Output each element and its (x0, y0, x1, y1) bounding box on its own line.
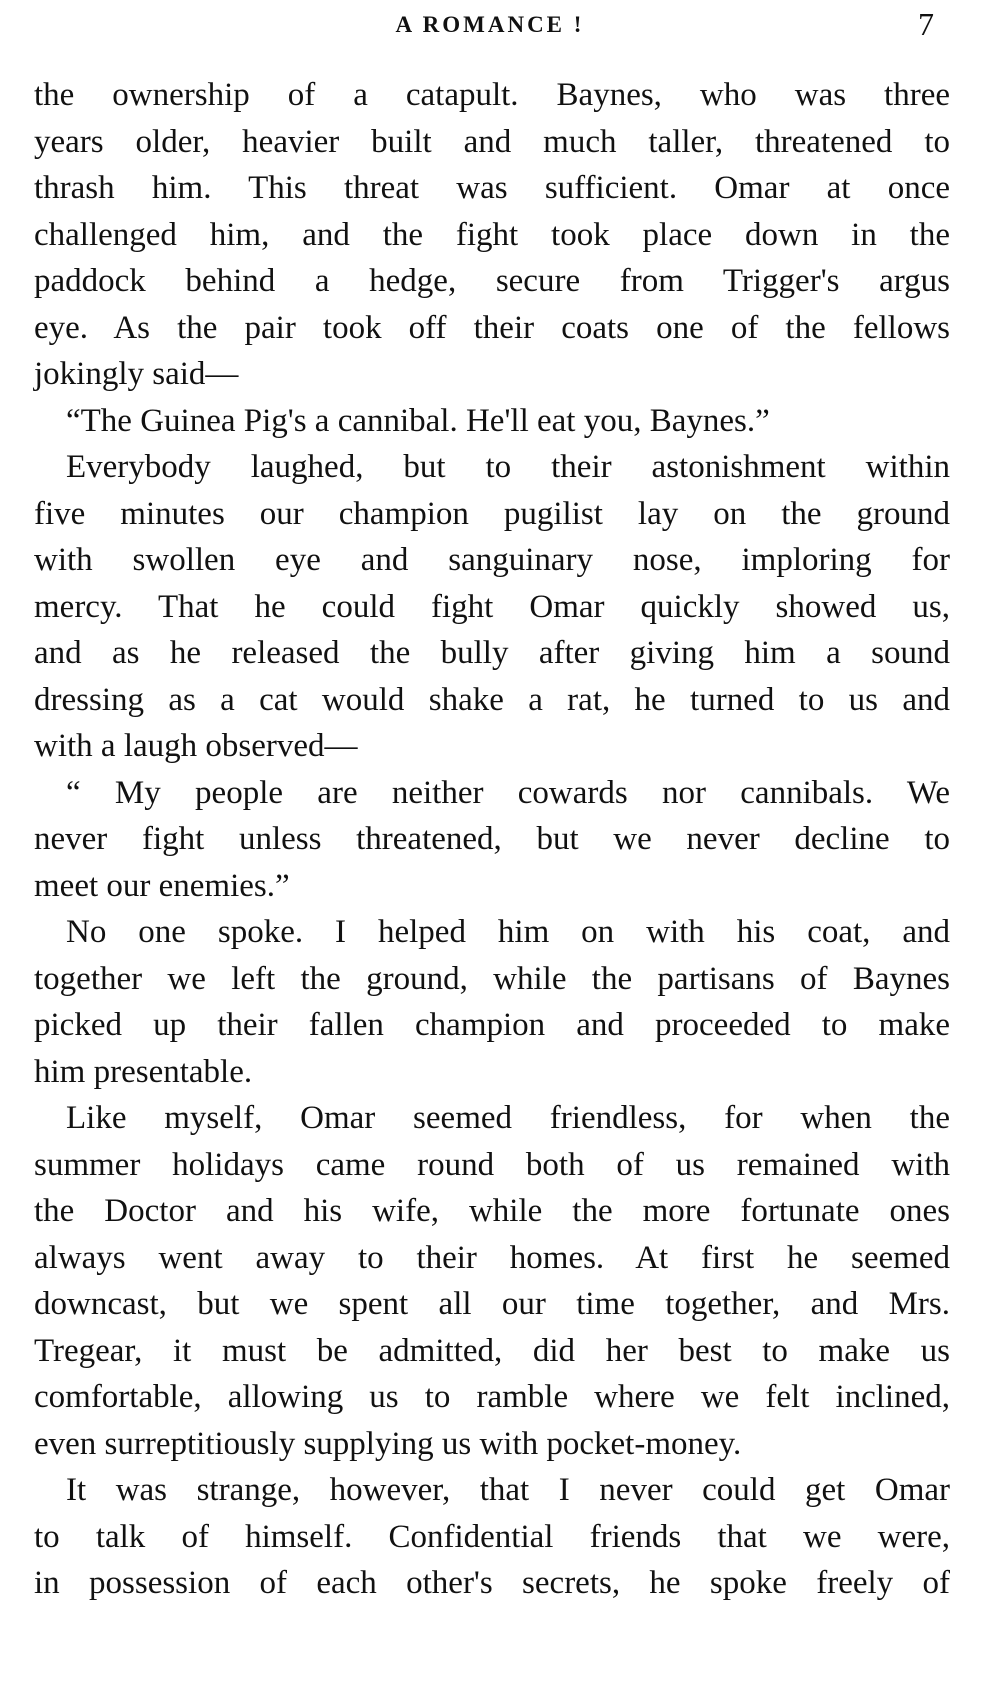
text-line: downcast, but we spent all our time together, and Mrs. (34, 1286, 950, 1322)
text-line: paddock behind a hedge, secure from Trigger's argus (34, 263, 950, 299)
text-line: comfortable, allowing us to ramble where we felt inclined, (34, 1379, 950, 1415)
text-line: him presentable. (34, 1053, 253, 1090)
text-line: eye. As the pair took off their coats one of the fellows (34, 309, 950, 346)
text-line: It was strange, however, that I never could get Omar (66, 1472, 950, 1508)
text-line: the Doctor and his wife, while the more fortunate ones (34, 1193, 950, 1229)
text-line: mercy. That he could fight Omar quickly showed us, (34, 588, 950, 625)
text-line: picked up their fallen champion and proceeded to make (34, 1007, 950, 1043)
text-line: Everybody laughed, but to their astonishment within (66, 449, 950, 485)
text-line: “The Guinea Pig's a cannibal. He'll eat you, Baynes.” (66, 402, 770, 439)
text-line: and as he released the bully after giving him a sound (34, 635, 950, 671)
text-line: “ My people are neither cowards nor cannibals. We (66, 774, 950, 811)
running-title: A ROMANCE ! (395, 12, 585, 37)
text-line: summer holidays came round both of us remained with (34, 1146, 950, 1183)
text-line: years older, heavier built and much taller, threatened to (34, 123, 950, 160)
text-line: never fight unless threatened, but we never decline to (34, 821, 950, 857)
body-text (34, 72, 950, 1607)
text-line: five minutes our champion pugilist lay on the ground (34, 495, 950, 532)
text-line: thrash him. This threat was sufficient. Omar at once (34, 170, 950, 206)
text-line: dressing as a cat would shake a rat, he turned to us and (34, 681, 950, 718)
text-line: in possession of each other's secrets, he spoke freely of (34, 1565, 950, 1601)
text-line: Like myself, Omar seemed friendless, for when the (66, 1100, 950, 1136)
text-line: No one spoke. I helped him on with his coat, and (66, 914, 950, 950)
text-line: challenged him, and the fight took place down in the (34, 216, 950, 253)
text-line: with a laugh observed— (34, 728, 358, 764)
text-line: together we left the ground, while the partisans of Baynes (34, 960, 950, 997)
text-line: jokingly said— (34, 356, 239, 392)
text-line: Tregear, it must be admitted, did her best to make us (34, 1332, 950, 1369)
text-line: even surreptitiously supplying us with pocket-money. (34, 1425, 742, 1462)
text-line: to talk of himself. Confidential friends that we were, (34, 1518, 950, 1555)
text-line: always went away to their homes. At first he seemed (34, 1239, 950, 1276)
text-line: the ownership of a catapult. Baynes, who was three (34, 77, 950, 113)
text-line: meet our enemies.” (34, 867, 290, 904)
running-head (40, 4, 940, 44)
text-line: with swollen eye and sanguinary nose, imploring for (34, 542, 950, 578)
page-number: 7 (918, 6, 934, 42)
